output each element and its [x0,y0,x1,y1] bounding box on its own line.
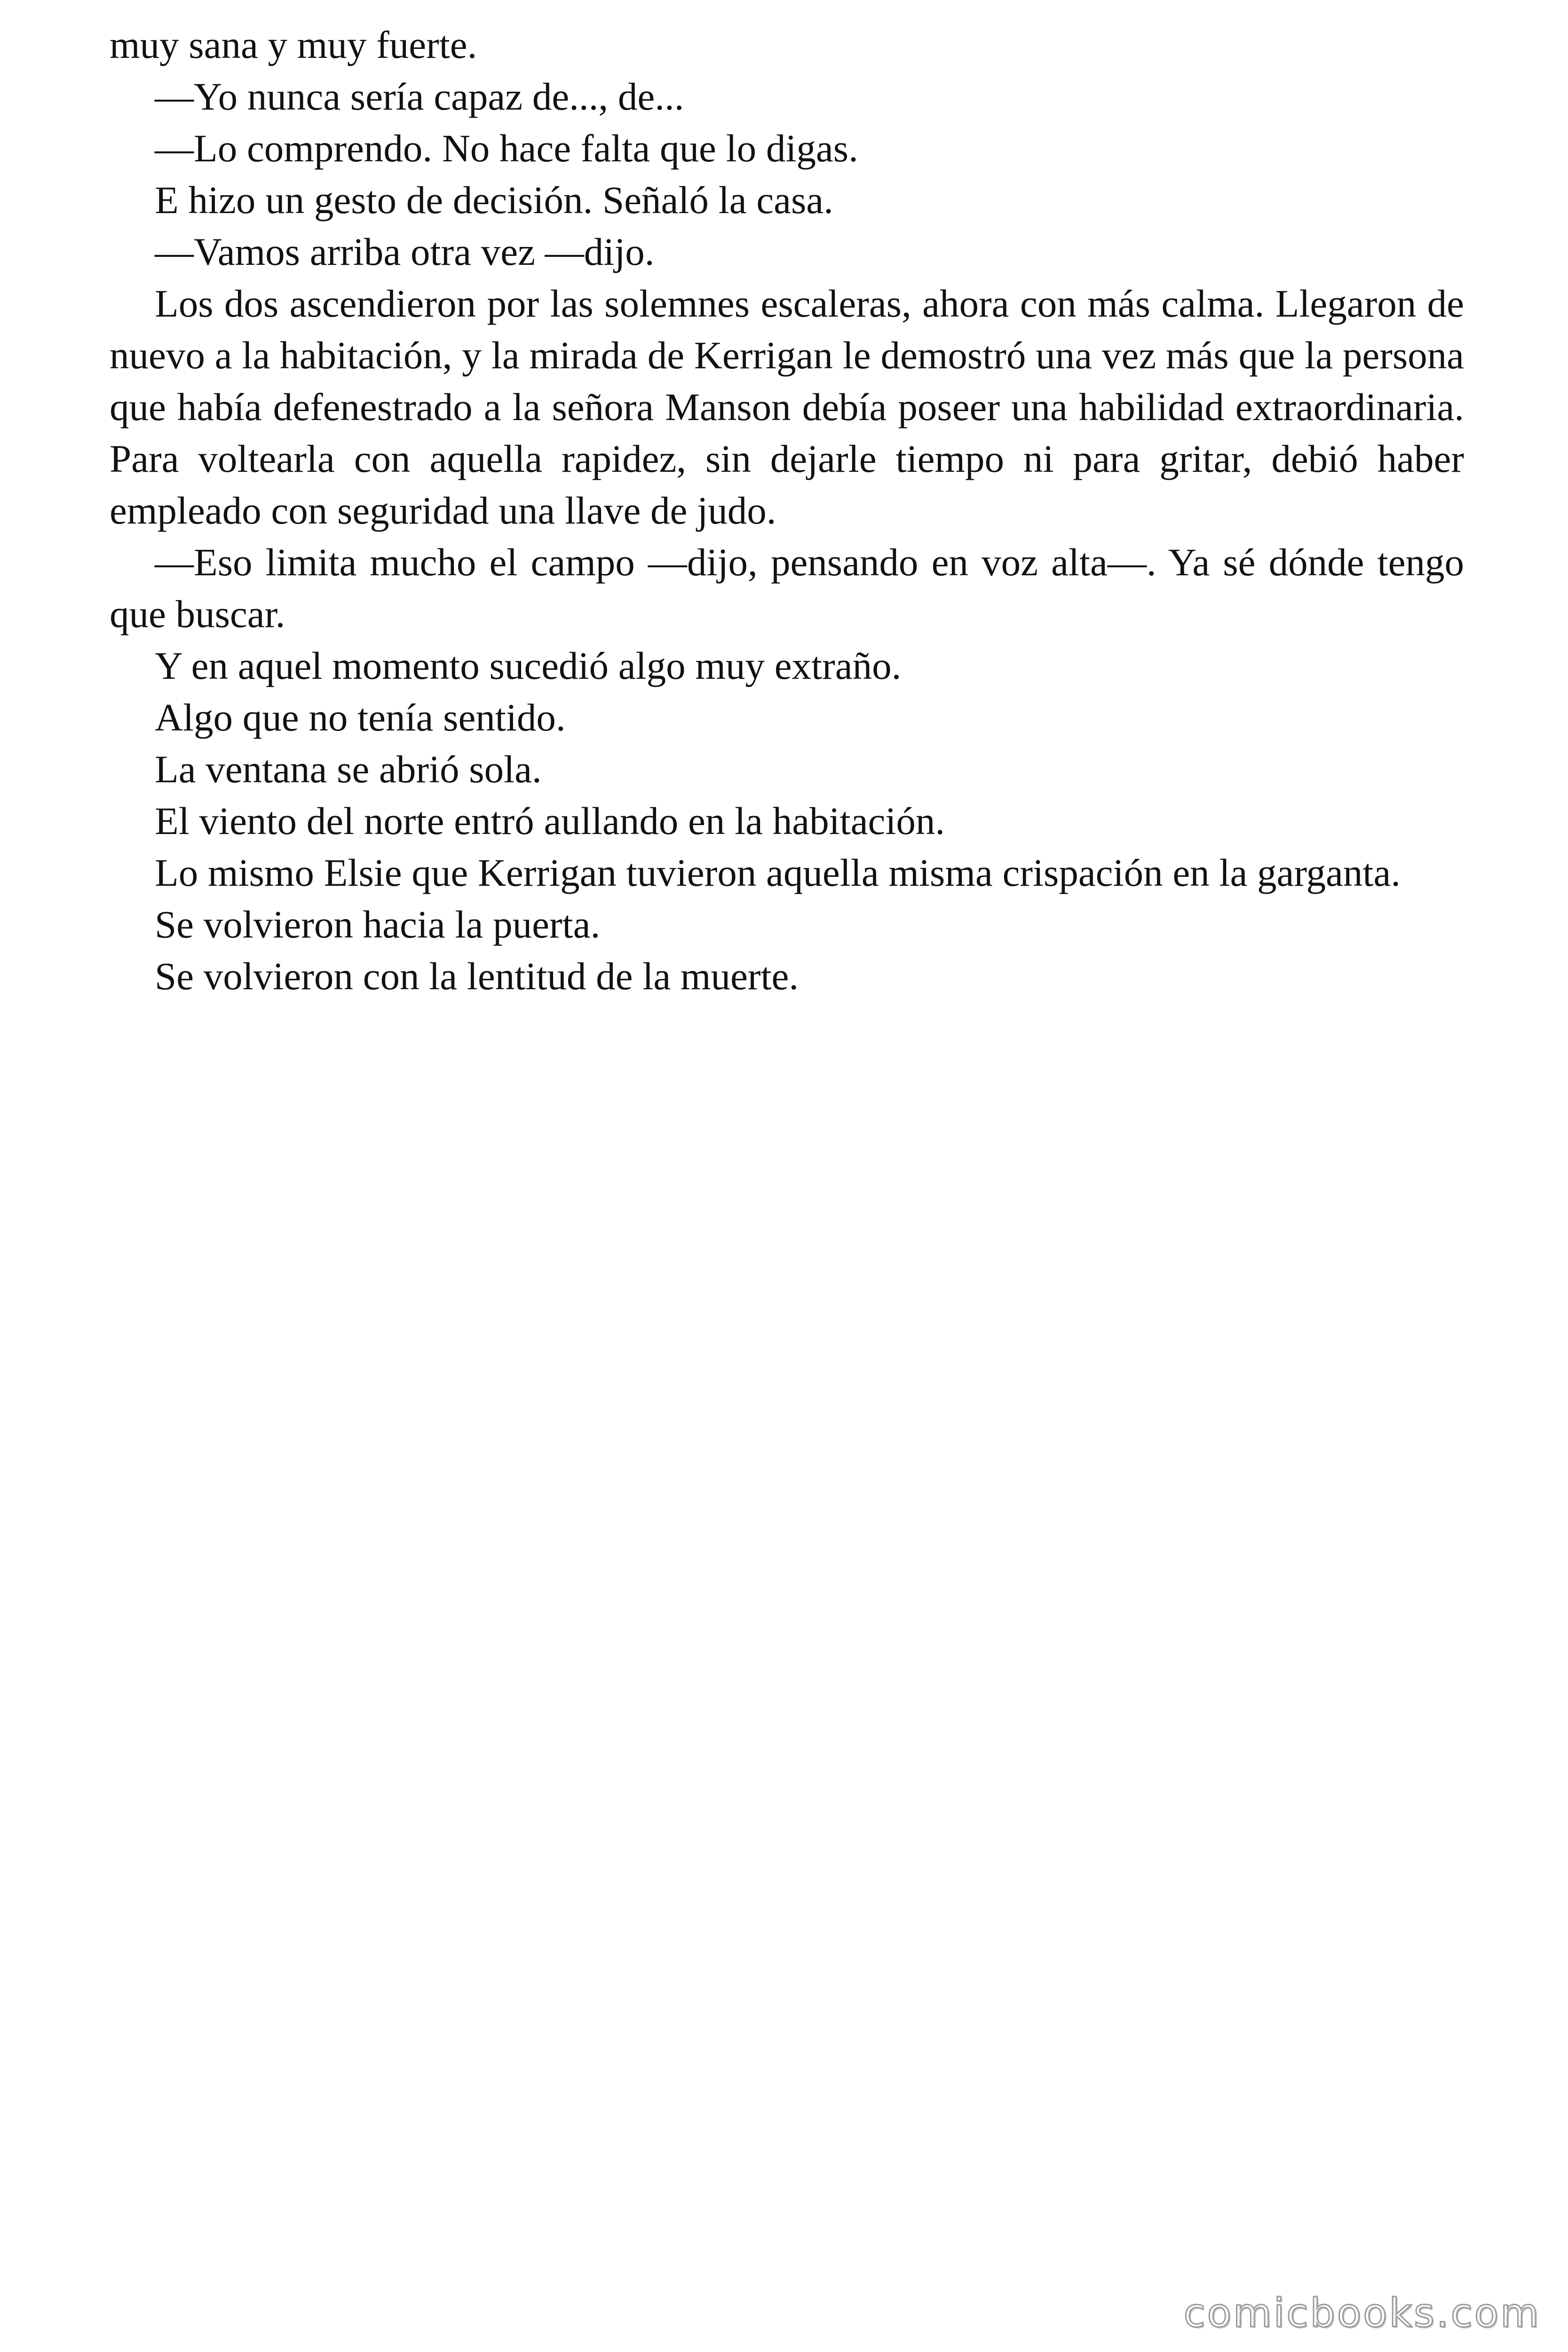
paragraph: —Lo comprendo. No hace falta que lo digas. [155,127,858,170]
paragraph: Algo que no tenía sentido. [155,696,566,739]
paragraph: —Eso limita mucho el campo —dijo, pensando en voz alta—. Ya sé dónde tengo que buscar. [110,540,1464,636]
paragraph: El viento del norte entró aullando en la habitación. [155,799,945,842]
paragraph: —Vamos arriba otra vez —dijo. [155,230,655,273]
document-body [110,19,1464,1002]
paragraph: E hizo un gesto de decisión. Señaló la casa. [155,178,833,222]
paragraph: muy sana y muy fuerte. [110,23,477,66]
paragraph: La ventana se abrió sola. [155,747,542,791]
paragraph: Lo mismo Elsie que Kerrigan tuvieron aquella misma crispación en la garganta. [155,851,1401,894]
paragraph: Se volvieron con la lentitud de la muerte. [155,954,799,998]
paragraph: Los dos ascendieron por las solemnes escaleras, ahora con más calma. Llegaron de nuevo a la habitación, y la mirada de Kerrigan le demostró una vez más que la persona que había defenestrado a la señora Manson debía poseer una habilidad extraordinaria. Para voltearla con aquella rapidez, sin dejarle tiempo ni para gritar, debió haber empleado con seguridad una llave de judo. [110,282,1464,532]
paragraph: —Yo nunca sería capaz de..., de... [155,75,684,118]
paragraph: Se volvieron hacia la puerta. [155,903,601,946]
paragraph: Y en aquel momento sucedió algo muy extraño. [155,644,902,687]
watermark-logo: comicbooks.com [1183,2290,1541,2336]
